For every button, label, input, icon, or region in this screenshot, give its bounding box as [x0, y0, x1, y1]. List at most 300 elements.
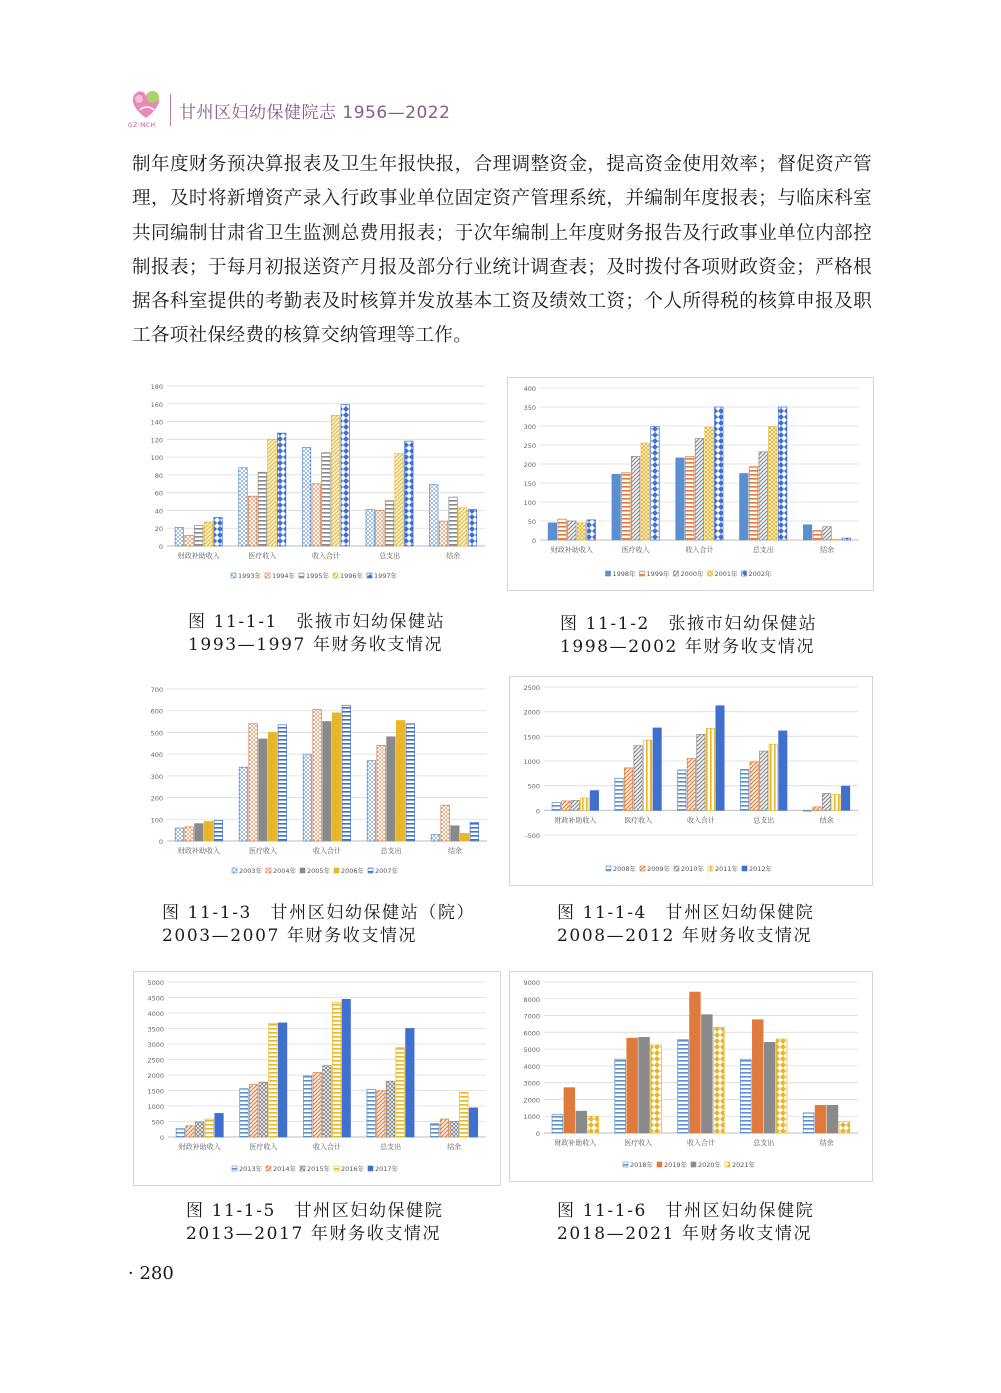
bar-2017年-财政补助收入 [215, 1113, 223, 1137]
caption-subtitle: 1998—2002 年财务收支情况 [560, 637, 816, 657]
y-tick-label: 1000 [523, 758, 540, 766]
bar-2013年-结余 [431, 1124, 439, 1137]
bar-2003年-总支出 [367, 761, 376, 841]
category-label: 结余 [447, 1143, 462, 1151]
bar-2006年-医疗收入 [268, 732, 277, 841]
y-tick-label: 2000 [523, 708, 540, 717]
bar-1994年-医疗收入 [248, 496, 256, 546]
bar-2001年-结余 [832, 539, 840, 540]
bar-2013年-收入合计 [303, 1076, 311, 1137]
bar-1994年-结余 [439, 521, 447, 546]
caption-title: 图 11-1-5 甘州区妇幼保健院 [186, 1201, 444, 1221]
running-header [128, 88, 450, 132]
legend-swatch [333, 573, 338, 578]
bar-2021年-收入合计 [713, 1027, 724, 1133]
category-label: 总支出 [380, 1143, 402, 1151]
bar-1999年-财政补助收入 [558, 519, 566, 540]
bar-1995年-财政补助收入 [194, 526, 202, 546]
legend-swatch [368, 868, 373, 873]
legend-label: 2013年 [239, 1165, 263, 1173]
x-axis [179, 1142, 461, 1151]
bar-2006年-收入合计 [332, 713, 341, 841]
legend-swatch [657, 1162, 662, 1167]
legend-swatch [266, 868, 271, 873]
bar-2014年-医疗收入 [249, 1085, 257, 1137]
legend-swatch [606, 571, 611, 576]
chart-2-svg [508, 378, 873, 590]
bar-2020年-结余 [827, 1105, 838, 1133]
figure-caption-3 [162, 902, 475, 948]
bar-2021年-财政补助收入 [588, 1116, 599, 1133]
y-tick-label: 5000 [147, 979, 164, 987]
category-label: 医疗收入 [249, 1143, 278, 1151]
bar-2018年-总支出 [740, 1059, 751, 1133]
bar-2011年-总支出 [769, 744, 777, 810]
bar-2007年-总支出 [406, 724, 415, 841]
chart-4-svg [510, 677, 872, 885]
legend-swatch [606, 866, 611, 871]
legend-swatch [266, 1166, 271, 1171]
bar-2017年-结余 [469, 1108, 477, 1137]
legend-label: 2015年 [307, 1165, 331, 1173]
bar-1997年-医疗收入 [277, 433, 285, 546]
legend-label: 2021年 [732, 1161, 756, 1169]
legend-label: 2002年 [748, 570, 772, 578]
bar-2002年-收入合计 [715, 407, 723, 540]
bar-2010年-收入合计 [697, 734, 705, 810]
category-label: 收入合计 [685, 546, 714, 554]
bar-2002年-财政补助收入 [587, 520, 595, 540]
category-label: 总支出 [752, 546, 774, 554]
legend [231, 571, 398, 580]
bar-2003年-医疗收入 [239, 767, 248, 841]
bars [548, 407, 850, 540]
bar-1993年-总支出 [366, 510, 374, 546]
bar-2015年-结余 [450, 1122, 458, 1138]
bar-2009年-收入合计 [687, 759, 695, 811]
y-tick-label: 2500 [147, 1056, 164, 1065]
y-tick-label: 300 [150, 772, 163, 781]
bar-2019年-医疗收入 [627, 1038, 638, 1133]
chart-2 [507, 377, 874, 591]
category-label: 收入合计 [313, 1143, 341, 1151]
bar-2007年-财政补助收入 [214, 820, 223, 841]
caption-subtitle: 2013—2017 年财务收支情况 [186, 1224, 442, 1244]
legend [606, 569, 773, 578]
bar-1998年-医疗收入 [612, 474, 620, 540]
y-axis [151, 686, 163, 846]
bar-2014年-总支出 [377, 1091, 385, 1137]
bar-2018年-财政补助收入 [552, 1115, 563, 1133]
caption-title: 图 11-1-2 张掖市妇幼保健站 [560, 614, 818, 634]
y-tick-label: 1500 [523, 733, 540, 742]
chart-4 [509, 676, 873, 886]
chart-3-svg [133, 679, 501, 887]
y-tick-label: 1500 [147, 1087, 164, 1096]
y-tick-label: 8000 [523, 995, 540, 1004]
bar-2021年-医疗收入 [651, 1045, 662, 1133]
legend-swatch [231, 573, 236, 578]
category-label: 总支出 [380, 847, 402, 855]
bar-1996年-总支出 [395, 454, 403, 546]
bar-2001年-总支出 [769, 427, 777, 540]
logo-icon [128, 88, 164, 122]
category-label: 收入合计 [687, 816, 715, 825]
legend [232, 866, 399, 875]
legend-label: 2008年 [613, 865, 637, 873]
x-axis [554, 1138, 833, 1147]
bar-2020年-收入合计 [702, 1015, 713, 1133]
body-paragraph: 制年度财务预决算报表及卫生年报快报，合理调整资金，提高资金使用效率；督促资产管理，及时将新增资产录入行政事业单位固定资产管理系统，并编制年度报表；与临床科室共同编制甘肃省卫生监测总费用报表；于次年编制上年度财务报告及行政事业单位内部控制报表；于每月初报送资产月报及部分行业统计调查表；及时拨付各项财政资金；严格根据各科室提供的考勤表及时核算并发放基本工资及绩效工资；个人所得税的核算申报及职工各项社保经费的核算交纳管理等工作。 [132, 154, 872, 347]
legend-swatch [334, 1166, 339, 1171]
bar-2017年-医疗收入 [278, 1023, 286, 1137]
legend-label: 2017年 [375, 1165, 399, 1173]
figure-caption-2 [560, 613, 817, 659]
bar-2003年-结余 [431, 834, 440, 841]
chart-6-svg [510, 972, 872, 1181]
legend [623, 1160, 756, 1169]
caption-title: 图 11-1-4 甘州区妇幼保健院 [557, 903, 815, 923]
y-tick-label: 500 [151, 1118, 164, 1127]
x-axis [178, 551, 460, 560]
y-tick-label: 1000 [147, 1103, 164, 1111]
category-label: 总支出 [753, 1139, 775, 1147]
bars [175, 405, 477, 546]
figure-caption-4 [557, 902, 814, 948]
legend-swatch [300, 868, 305, 873]
legend [232, 1164, 399, 1173]
y-tick-label: 100 [150, 816, 163, 825]
chart-3 [133, 679, 501, 887]
y-tick-label: 9000 [523, 979, 540, 987]
y-tick-label: 200 [150, 794, 163, 803]
category-label: 结余 [819, 1139, 834, 1147]
bar-2005年-结余 [451, 826, 460, 841]
header-title: 甘州区妇幼保健院志 1956—2022 [179, 102, 451, 123]
bar-2013年-财政补助收入 [176, 1129, 184, 1137]
legend-label: 1993年 [238, 572, 262, 580]
bar-2012年-医疗收入 [653, 728, 661, 810]
bar-2011年-医疗收入 [643, 740, 651, 810]
legend-swatch [708, 571, 713, 576]
legend-swatch [299, 573, 304, 578]
bar-2012年-收入合计 [716, 706, 724, 811]
bar-1998年-财政补助收入 [548, 523, 556, 540]
caption-subtitle: 1993—1997 年财务收支情况 [188, 635, 444, 655]
figure-caption-1 [188, 611, 445, 657]
bar-1996年-结余 [459, 508, 467, 546]
bar-1994年-总支出 [376, 510, 384, 546]
category-label: 医疗收入 [248, 552, 277, 560]
bar-1996年-财政补助收入 [204, 522, 212, 546]
legend [606, 864, 773, 873]
header-divider [170, 94, 171, 126]
y-tick-label: 400 [523, 385, 536, 393]
legend-swatch [691, 1162, 696, 1167]
logo-text: GZ·MCH [128, 122, 156, 129]
y-tick-label: 20 [154, 525, 163, 534]
bar-2010年-结余 [822, 794, 830, 811]
legend-swatch [334, 868, 339, 873]
bar-2008年-结余 [803, 810, 811, 811]
hospital-logo [128, 88, 164, 132]
y-tick-label: 600 [150, 707, 163, 716]
bar-2021年-结余 [839, 1122, 850, 1133]
bar-2001年-医疗收入 [641, 443, 649, 540]
y-tick-label: 140 [150, 418, 163, 427]
bar-2009年-结余 [813, 807, 821, 810]
y-tick-label: 50 [527, 518, 536, 526]
bar-1999年-结余 [813, 531, 821, 541]
bar-2013年-总支出 [367, 1089, 375, 1137]
bar-2015年-医疗收入 [259, 1082, 267, 1137]
bar-1996年-收入合计 [331, 415, 339, 546]
bar-1997年-总支出 [405, 441, 413, 546]
legend-swatch [674, 571, 679, 576]
bar-2005年-财政补助收入 [195, 824, 204, 841]
y-tick-label: 160 [150, 400, 163, 409]
category-label: 结余 [819, 816, 834, 825]
category-label: 财政补助收入 [554, 1139, 597, 1147]
bar-2015年-总支出 [386, 1081, 394, 1137]
y-tick-label: 4000 [523, 1062, 540, 1071]
bar-2004年-总支出 [377, 745, 386, 841]
legend-label: 1999年 [646, 570, 670, 578]
caption-title: 图 11-1-1 张掖市妇幼保健站 [188, 612, 446, 632]
y-tick-label: 500 [527, 782, 540, 791]
bar-2016年-医疗收入 [269, 1023, 277, 1137]
legend-label: 1995年 [306, 572, 330, 580]
bar-2002年-医疗收入 [651, 427, 659, 540]
bar-2020年-财政补助收入 [576, 1111, 587, 1133]
bar-2001年-财政补助收入 [577, 523, 585, 540]
legend-swatch [640, 866, 645, 871]
bar-2004年-结余 [441, 805, 450, 841]
legend-swatch [708, 866, 713, 871]
caption-title: 图 11-1-6 甘州区妇幼保健院 [557, 1201, 815, 1221]
bar-1995年-结余 [449, 497, 457, 546]
x-axis [178, 846, 462, 855]
bar-1999年-医疗收入 [622, 473, 630, 540]
bar-2017年-总支出 [406, 1029, 414, 1138]
category-label: 财政补助收入 [550, 546, 593, 554]
legend-swatch [623, 1162, 628, 1167]
bar-2014年-财政补助收入 [186, 1126, 194, 1137]
bar-2004年-医疗收入 [249, 724, 258, 841]
bars [552, 992, 850, 1133]
bar-2000年-财政补助收入 [568, 521, 576, 540]
legend-label: 1996年 [340, 572, 364, 580]
legend-swatch [368, 1166, 373, 1171]
bar-2009年-财政补助收入 [562, 801, 570, 810]
y-axis [147, 979, 164, 1142]
legend-label: 2005年 [307, 867, 331, 875]
legend-swatch [725, 1162, 730, 1167]
bar-2004年-收入合计 [313, 710, 322, 841]
bar-1995年-收入合计 [322, 453, 330, 546]
legend-label: 2016年 [341, 1165, 365, 1173]
y-axis [523, 684, 540, 840]
bar-2013年-医疗收入 [240, 1089, 248, 1137]
bar-1997年-财政补助收入 [214, 518, 222, 546]
bar-2007年-收入合计 [342, 705, 351, 841]
bar-2012年-总支出 [779, 731, 787, 810]
legend-label: 2014年 [273, 1165, 297, 1173]
caption-title: 图 11-1-3 甘州区妇幼保健站（院） [162, 903, 476, 923]
bar-1994年-财政补助收入 [185, 535, 193, 546]
chart-1 [133, 376, 499, 592]
bar-2015年-财政补助收入 [195, 1122, 203, 1137]
bar-2014年-收入合计 [313, 1073, 321, 1137]
legend-label: 2009年 [647, 865, 671, 873]
bar-2016年-收入合计 [332, 1003, 340, 1137]
legend-swatch [640, 571, 645, 576]
bar-1995年-医疗收入 [258, 472, 266, 546]
category-label: 医疗收入 [624, 816, 653, 825]
y-tick-label: 3000 [523, 1079, 540, 1088]
y-tick-label: 0 [535, 1130, 540, 1138]
bar-2005年-总支出 [387, 737, 396, 841]
x-axis [551, 545, 834, 554]
y-tick-label: 4500 [147, 994, 164, 1003]
bar-2018年-结余 [803, 1113, 814, 1133]
bar-2003年-收入合计 [303, 754, 312, 841]
figure-caption-6 [557, 1200, 814, 1246]
bar-2019年-总支出 [752, 1020, 763, 1133]
bar-2020年-医疗收入 [639, 1037, 650, 1133]
bar-2016年-财政补助收入 [205, 1119, 213, 1137]
bar-2000年-医疗收入 [631, 456, 639, 540]
bars [552, 706, 850, 811]
bars [175, 705, 478, 841]
legend-label: 2001年 [714, 570, 738, 578]
y-tick-label: 40 [154, 507, 163, 516]
y-tick-label: 5000 [523, 1046, 540, 1055]
bar-1998年-收入合计 [676, 458, 684, 540]
bar-2006年-总支出 [396, 720, 405, 841]
bar-2020年-总支出 [764, 1042, 775, 1133]
chart-6 [509, 971, 873, 1182]
bar-2019年-财政补助收入 [564, 1088, 575, 1133]
bar-2016年-总支出 [396, 1048, 404, 1137]
bar-2000年-收入合计 [695, 439, 703, 540]
y-tick-label: 120 [150, 436, 163, 445]
y-tick-label: 400 [150, 751, 163, 760]
legend-swatch [674, 866, 679, 871]
legend-label: 1997年 [374, 572, 398, 580]
bar-1994年-收入合计 [312, 484, 320, 546]
bar-1997年-结余 [468, 510, 476, 546]
y-tick-label: 150 [523, 480, 536, 488]
bar-2011年-财政补助收入 [581, 798, 589, 810]
bar-2008年-医疗收入 [615, 778, 623, 810]
bar-2010年-总支出 [760, 751, 768, 810]
bar-2017年-收入合计 [342, 999, 350, 1137]
category-label: 财政补助收入 [178, 847, 220, 855]
category-label: 总支出 [753, 816, 775, 825]
bar-2012年-财政补助收入 [590, 791, 598, 811]
legend-swatch [742, 571, 747, 576]
bar-2016年-结余 [460, 1092, 468, 1137]
y-tick-label: 3000 [147, 1041, 164, 1049]
y-tick-label: 180 [150, 383, 163, 391]
bar-2008年-总支出 [740, 769, 748, 810]
category-label: 收入合计 [313, 847, 341, 855]
y-tick-label: 0 [158, 838, 163, 846]
category-label: 医疗收入 [624, 1139, 653, 1147]
bar-1993年-结余 [430, 485, 438, 546]
bar-2000年-结余 [823, 527, 831, 540]
category-label: 总支出 [379, 552, 401, 560]
gridlines [544, 982, 858, 1133]
bar-2002年-结余 [842, 538, 850, 540]
y-tick-label: 0 [159, 1134, 164, 1142]
legend-swatch [265, 573, 270, 578]
bar-2006年-财政补助收入 [204, 821, 213, 841]
y-axis [151, 383, 163, 551]
bar-2007年-结余 [470, 823, 479, 841]
category-label: 结余 [448, 847, 462, 855]
y-axis [524, 385, 536, 545]
y-tick-label: 250 [523, 442, 536, 450]
chart-5-svg [134, 972, 500, 1185]
chart-1-svg [133, 376, 499, 592]
bar-1993年-财政补助收入 [175, 527, 183, 546]
category-label: 结余 [446, 552, 461, 560]
chart-5 [133, 971, 501, 1186]
y-tick-label: 0 [535, 807, 540, 816]
y-tick-label: 500 [150, 729, 163, 738]
y-tick-label: 350 [523, 404, 536, 412]
legend-label: 1994年 [272, 572, 296, 580]
bar-2000年-总支出 [759, 452, 767, 540]
category-label: 收入合计 [312, 552, 340, 560]
legend-label: 1998年 [612, 570, 636, 578]
bar-1993年-医疗收入 [239, 468, 247, 546]
bars [176, 999, 478, 1137]
bar-2003年-财政补助收入 [175, 828, 184, 841]
bar-2018年-收入合计 [678, 1040, 689, 1133]
y-tick-label: 300 [523, 423, 536, 431]
legend-swatch [367, 573, 372, 578]
category-label: 财政补助收入 [177, 552, 220, 560]
legend-label: 2019年 [664, 1161, 688, 1169]
y-tick-label: 6000 [523, 1029, 540, 1038]
y-tick-label: 100 [150, 454, 163, 463]
legend-label: 2006年 [341, 867, 365, 875]
bar-2005年-收入合计 [323, 722, 332, 841]
bar-2010年-财政补助收入 [571, 800, 579, 810]
bar-1999年-收入合计 [685, 456, 693, 540]
y-tick-label: 2500 [523, 684, 540, 692]
bar-2019年-收入合计 [690, 992, 701, 1133]
legend-label: 2004年 [273, 867, 297, 875]
category-label: 收入合计 [687, 1139, 715, 1147]
x-axis [554, 815, 833, 824]
category-label: 医疗收入 [249, 847, 277, 855]
bar-2011年-收入合计 [706, 728, 714, 810]
caption-subtitle: 2018—2021 年财务收支情况 [557, 1224, 813, 1244]
bar-2005年-医疗收入 [259, 739, 268, 841]
caption-subtitle: 2008—2012 年财务收支情况 [557, 926, 813, 946]
legend-label: 2018年 [630, 1161, 654, 1169]
bar-2018年-医疗收入 [615, 1059, 626, 1133]
bar-2021年-总支出 [776, 1039, 787, 1133]
bar-1998年-结余 [803, 525, 811, 540]
bar-2009年-医疗收入 [624, 768, 632, 810]
legend-label: 2011年 [715, 865, 739, 873]
y-tick-label: 4000 [147, 1010, 164, 1018]
